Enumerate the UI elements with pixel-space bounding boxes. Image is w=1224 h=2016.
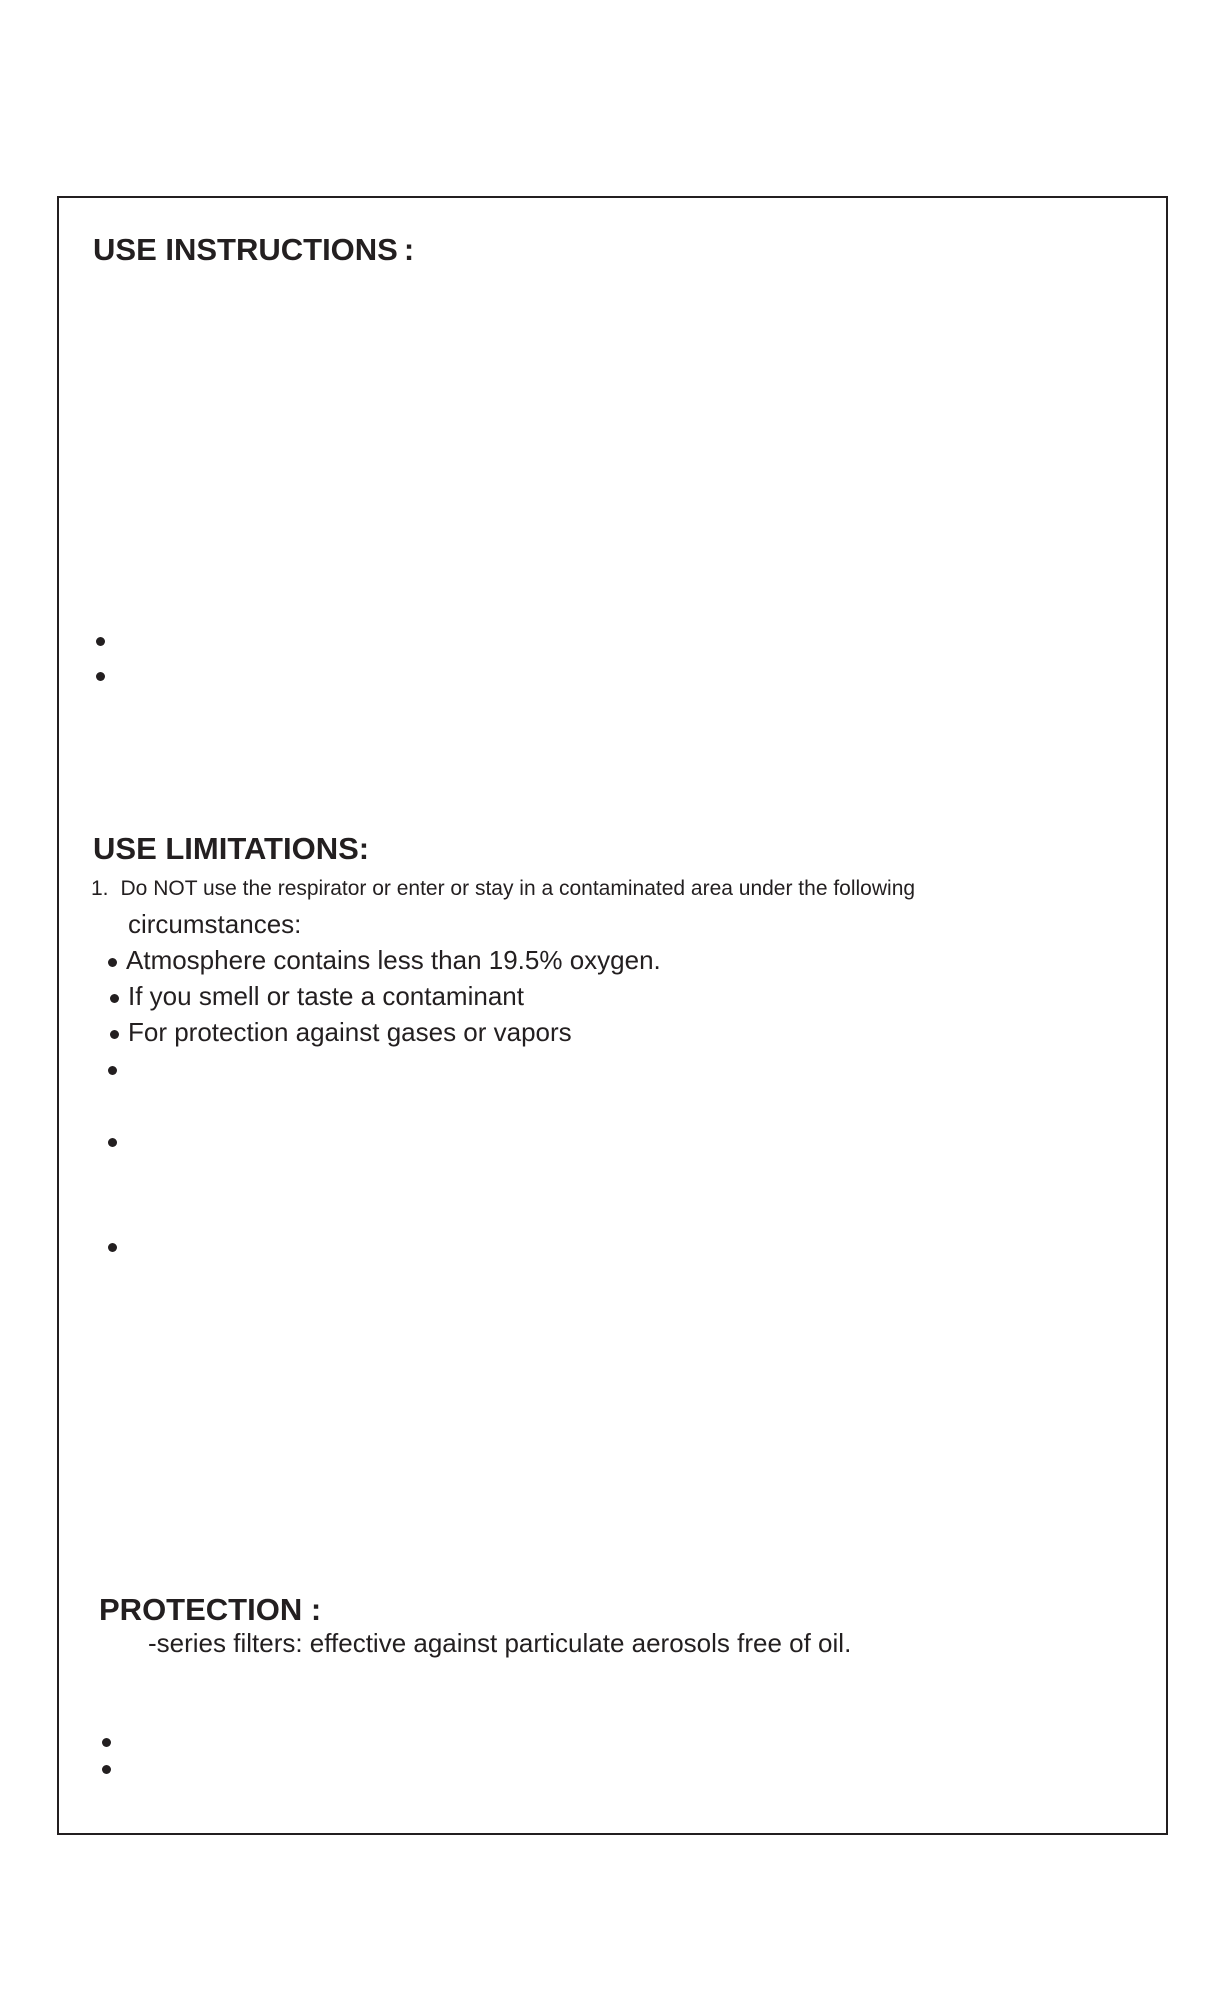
limitation-item-1-number: 1. (91, 877, 109, 900)
limitation-bullet-gases-vapors: For protection against gases or vapors (128, 1017, 572, 1047)
use-instructions-heading-text: USE INSTRUCTIONS (93, 232, 398, 267)
protection-heading: PROTECTION : (99, 1592, 322, 1627)
use-instructions-heading-colon: : (403, 232, 415, 267)
use-limitations-heading: USE LIMITATIONS: (93, 831, 370, 866)
bullet-dot (108, 1243, 117, 1252)
limitation-item-1 (91, 876, 915, 902)
protection-filters-line: -series filters: effective against particulate aerosols free of oil. (148, 1628, 852, 1658)
bullet-dot (102, 1738, 111, 1747)
limitation-item-1-continuation: circumstances: (128, 909, 302, 939)
limitation-bullet-smell-taste: If you smell or taste a contaminant (128, 981, 524, 1011)
bullet-dot (96, 672, 105, 681)
bullet-dot (102, 1765, 111, 1774)
bullet-dot (110, 1030, 119, 1039)
limitation-bullet-oxygen: Atmosphere contains less than 19.5% oxygen. (126, 945, 661, 975)
bullet-dot (110, 994, 119, 1003)
use-instructions-heading (93, 232, 414, 268)
bullet-dot (108, 1138, 117, 1147)
bullet-dot (108, 958, 117, 967)
bullet-dot (96, 637, 105, 646)
limitation-item-1-text: Do NOT use the respirator or enter or stay in a contaminated area under the following (120, 877, 916, 900)
bullet-dot (108, 1066, 117, 1075)
